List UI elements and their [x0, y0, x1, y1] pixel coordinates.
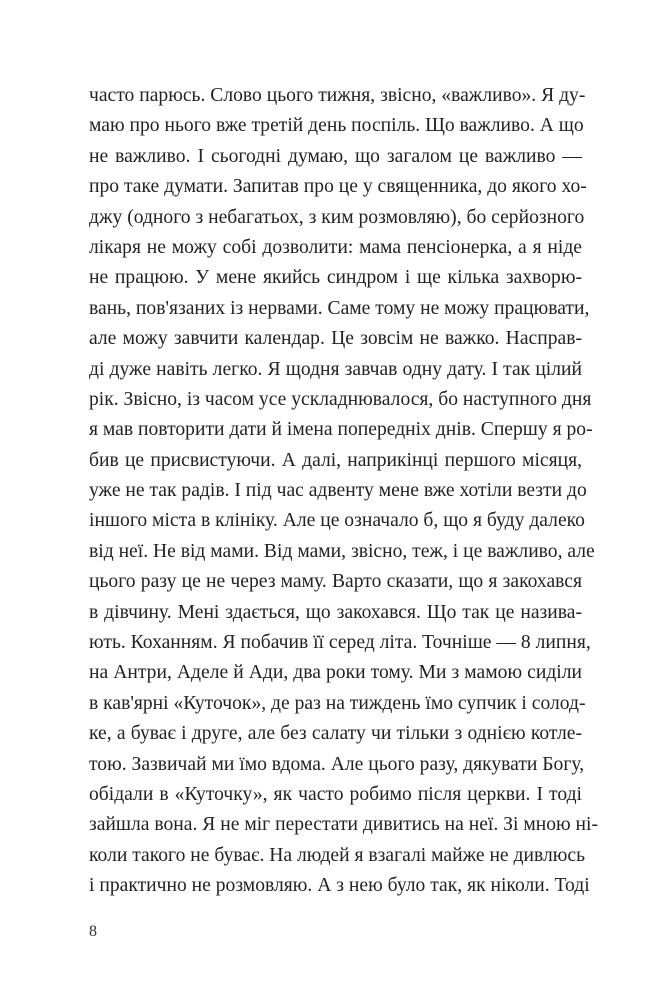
- text-line: часто парюсь. Слово цього тижня, звісно, «важливо». Я ду-: [89, 85, 586, 106]
- text-line: про таке думати. Запитав про це у священника, до якого хо-: [89, 176, 587, 198]
- text-line: уже не так радів. І під час адвенту мене вже хотіли везти до: [89, 480, 587, 502]
- page-number: 8: [89, 923, 97, 940]
- text-line: джу (одного з небагатьох, з ким розмовляю), бо серйозного: [89, 206, 585, 228]
- text-line: ке, а буває і друге, але без салату чи тільки з однією котле-: [89, 723, 582, 745]
- text-line: ють. Коханням. Я побачив її серед літа. Точніше — 8 липня,: [89, 632, 591, 654]
- text-line: бив це присвистуючи. А далі, наприкінці першого місяця,: [89, 449, 582, 471]
- text-line: ді дуже навіть легко. Я щодня завчав одну дату. І так цілий: [89, 358, 582, 380]
- text-line: і практично не розмовляю. А з нею було так, як ніколи. Тоді: [89, 875, 590, 897]
- text-line: маю про нього вже третій день поспіль. Що важливо. А що: [89, 115, 584, 137]
- text-line: цього разу це не через маму. Варто сказати, що я закохався: [89, 571, 582, 593]
- text-line: вань, пов'язаних із нервами. Саме тому не можу працювати,: [89, 297, 590, 319]
- text-line: зайшла вона. Я не міг перестати дивитись на неї. Зі мною ні-: [89, 814, 599, 836]
- text-line: на Антри, Аделе й Ади, два роки тому. Ми з мамою сиділи: [89, 662, 582, 684]
- text-line: іншого міста в клініку. Але це означало б, що я буду далеко: [89, 510, 585, 532]
- text-line: в кав'ярні «Куточок», де раз на тиждень їмо супчик і солод-: [89, 692, 586, 714]
- text-line: не працюю. У мене якийсь синдром і ще кілька захворю-: [89, 267, 582, 289]
- body-text: [89, 81, 599, 902]
- text-line: але можу завчити календар. Це зовсім не важко. Насправ-: [89, 328, 582, 350]
- text-line: лікаря не можу собі дозволити: мама пенсіонерка, а я ніде: [89, 236, 582, 258]
- text-line: в дівчину. Мені здається, що закохався. Що так це назива-: [89, 601, 582, 623]
- text-line: рік. Звісно, із часом усе ускладнювалося, бо наступного дня: [89, 388, 592, 410]
- text-line: я мав повторити дати й імена попередніх днів. Спершу я ро-: [89, 419, 593, 441]
- text-line: тою. Зазвичай ми їмо вдома. Але цього разу, дякувати Богу,: [89, 753, 585, 775]
- text-line: коли такого не буває. На людей я взагалі майже не дивлюсь: [89, 844, 586, 866]
- text-line: обідали в «Куточку», як часто робимо після церкви. І тоді: [89, 783, 582, 805]
- text-line: не важливо. І сьогодні думаю, що загалом це важливо —: [89, 145, 582, 167]
- text-line: від неї. Не від мами. Від мами, звісно, теж, і це важливо, але: [89, 540, 595, 562]
